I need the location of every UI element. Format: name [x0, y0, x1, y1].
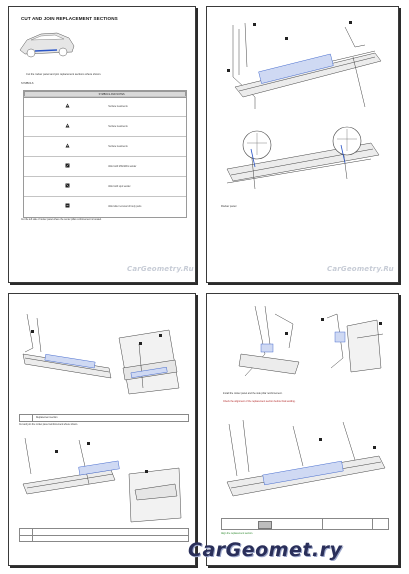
table-row — [24, 116, 186, 137]
weld-square-icon — [65, 163, 70, 168]
table-row-text: Surface treatments — [108, 146, 128, 148]
weld-square-icon — [65, 203, 70, 208]
note-c: Align the replacement section. — [221, 532, 254, 535]
pillar-diagram-left — [235, 304, 305, 384]
note-a: Install the rocker panel and the side pillar reinforcement. — [223, 392, 283, 395]
replacement-section-diagram-bottom — [19, 434, 189, 524]
section-table — [19, 414, 189, 422]
manual-page-2 — [206, 6, 399, 283]
watermark-logo: CarGeometry.Ru — [127, 265, 194, 273]
table-row — [24, 196, 186, 218]
watermark-logo: CarGeometry.Ru — [327, 265, 394, 273]
hatch-swatch — [258, 521, 272, 529]
warning-triangle-icon — [65, 143, 70, 148]
pillar-diagram-right — [317, 308, 392, 378]
rocker-panel-diagram-top — [225, 17, 385, 112]
replacement-section-diagram-top — [19, 308, 189, 408]
warning-triangle-icon — [65, 123, 70, 128]
car-body-diagram — [17, 22, 77, 60]
figure-caption: Rocker panel — [221, 205, 237, 208]
symbol-table-header-text: SYMBOLS AND NOTES — [98, 93, 125, 96]
manual-page-3 — [8, 293, 196, 566]
section-table-label: Replacement section — [36, 416, 58, 419]
footnote: Cut and join the rocker panel reinforcement where shown. — [19, 424, 78, 426]
table-row — [24, 136, 186, 157]
warning-triangle-icon — [65, 103, 70, 108]
footnote: Cut the left side of rocker panel where the center pillar reinforcement is located. — [21, 219, 102, 221]
table-row — [24, 96, 186, 117]
weld-square-icon — [65, 183, 70, 188]
symbol-table — [23, 90, 187, 218]
table-row-text: Weld with spot welder — [108, 186, 131, 188]
legend-table — [221, 518, 389, 530]
rocker-panel-detail-diagram — [221, 119, 385, 199]
brand-logo: CarGeomet.ry — [188, 539, 343, 561]
bottom-table — [19, 528, 189, 542]
table-row-text: Weld with MIG/MAG welder — [108, 166, 137, 168]
table-row-text: Weld after removal of body parts — [108, 206, 142, 209]
table-row-text: Surface treatments — [108, 126, 128, 128]
table-row-text: Surface treatments — [108, 106, 128, 108]
table-row — [24, 176, 186, 197]
table-row — [24, 156, 186, 177]
manual-page-4 — [206, 293, 399, 566]
manual-page-1 — [8, 6, 196, 283]
section-title: CUT AND JOIN REPLACEMENT SECTIONS — [21, 16, 118, 21]
note-b: Check the alignment of the replacement section before final welding. — [223, 400, 296, 403]
instruction-text: Cut the rocker panel and join replacement sections where shown. — [26, 73, 102, 76]
rocker-panel-alignment-diagram — [223, 416, 391, 512]
legend-label: SYMBOLS — [21, 82, 34, 85]
